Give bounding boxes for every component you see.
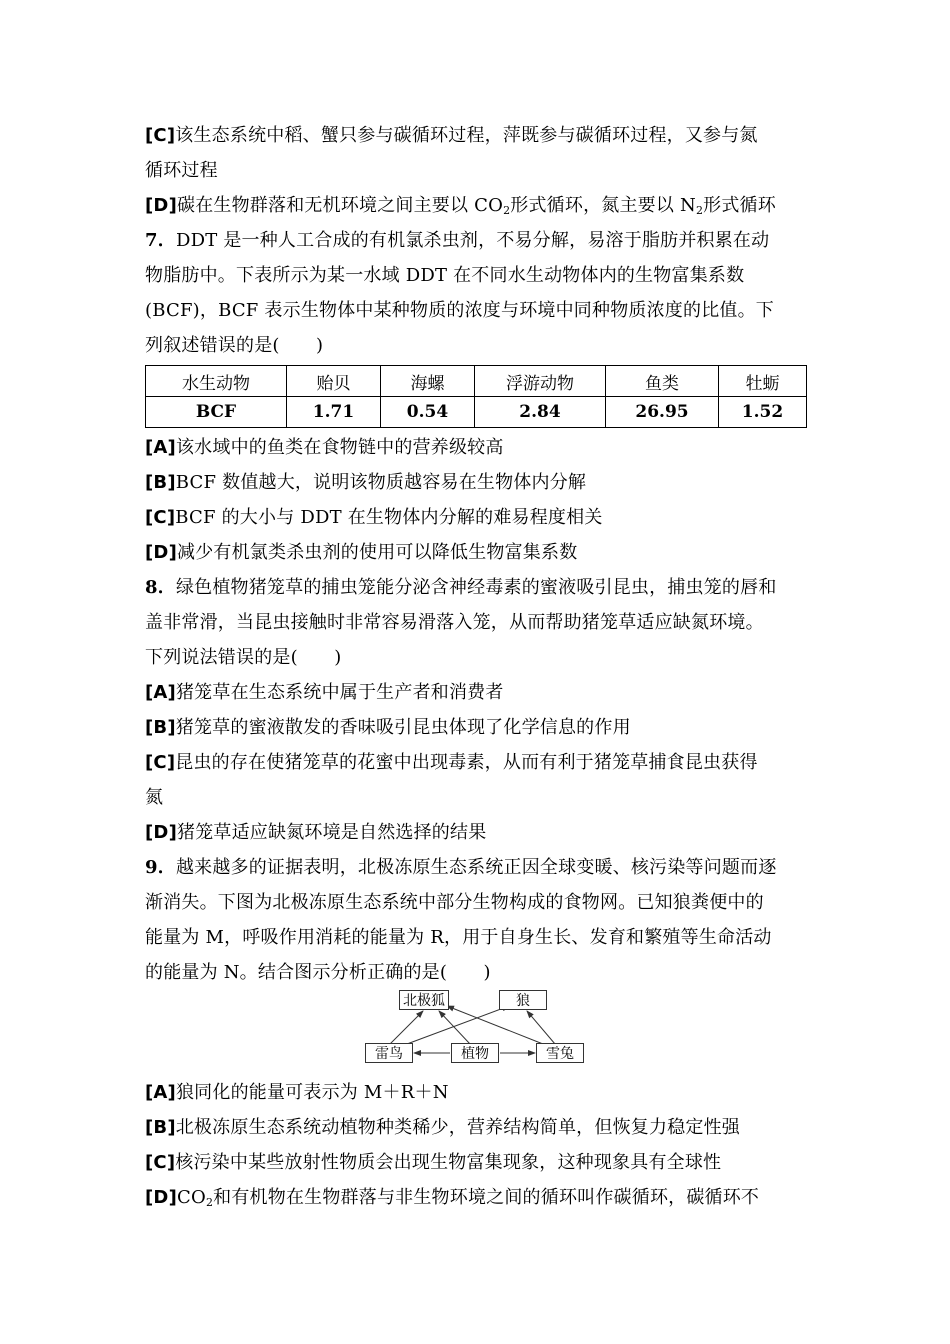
- arrow-plant-to-fox: [439, 1011, 470, 1044]
- table-header-cell: 海螺: [381, 366, 475, 397]
- table-header-cell: 鱼类: [606, 366, 719, 397]
- q8-stem-line2: 盖非常滑，当昆虫接触时非常容易滑落入笼，从而帮助猪笼草适应缺氮环境。: [145, 612, 764, 633]
- option-text: 循环过程: [145, 160, 218, 181]
- table-cell: 2.84: [475, 397, 606, 428]
- q7-stem-line2: 物脂肪中。下表所示为某一水域 DDT 在不同水生动物体内的生物富集系数: [145, 265, 745, 286]
- option-text: 该生态系统中稻、蟹只参与碳循环过程，萍既参与碳循环过程，又参与氮: [175, 125, 758, 146]
- table-cell: BCF: [146, 397, 287, 428]
- q8-option-c-line2: 氮: [145, 787, 164, 808]
- q9-stem-line2: 渐消失。下图为北极冻原生态系统中部分生物构成的食物网。已知狼粪便中的: [145, 892, 764, 913]
- table-cell: 0.54: [381, 397, 475, 428]
- q9-option-b: [145, 1110, 807, 1145]
- option-text: 该水域中的鱼类在食物链中的营养级较高: [175, 437, 504, 458]
- option-tag: [A]: [145, 437, 176, 458]
- q7-option-b: [145, 465, 807, 500]
- q6-option-c-line2: [145, 153, 807, 188]
- option-text: 形式循环，氮主要以 N: [510, 195, 696, 216]
- option-text: 碳在生物群落和无机环境之间主要以 CO: [177, 195, 504, 216]
- option-tag: [C]: [145, 752, 176, 773]
- q7-option-c: [145, 500, 807, 535]
- node-thunderbird: 雷鸟: [365, 1043, 413, 1063]
- node-arctic-fox: 北极狐: [399, 990, 449, 1010]
- table-header-row: [146, 366, 807, 397]
- question-number: 9．: [145, 857, 176, 878]
- option-tag: [D]: [145, 542, 177, 563]
- q7-stem-line1: [145, 223, 807, 258]
- q8-option-b: [145, 710, 807, 745]
- q8-stem-line1: [145, 570, 807, 605]
- option-tag: [A]: [145, 1082, 176, 1103]
- table-cell: 26.95: [606, 397, 719, 428]
- option-tag: [B]: [145, 717, 176, 738]
- document-page: [145, 118, 807, 1215]
- q8-option-c-line1: [145, 745, 807, 780]
- table-header-cell: 浮游动物: [475, 366, 606, 397]
- q7-option-d: [145, 535, 807, 570]
- option-tag: [A]: [145, 682, 176, 703]
- option-tag: [B]: [145, 1117, 176, 1138]
- table-cell: 1.71: [287, 397, 381, 428]
- option-tag: [C]: [145, 1152, 176, 1173]
- subscript: 2: [205, 1196, 214, 1209]
- table-header-cell: 水生动物: [146, 366, 287, 397]
- table-cell: 1.52: [719, 397, 807, 428]
- option-text: BCF 的大小与 DDT 在生物体内分解的难易程度相关: [175, 507, 603, 528]
- node-wolf: 狼: [499, 990, 547, 1010]
- food-web-diagram: [145, 990, 807, 1075]
- q7-stem-line3: (BCF)，BCF 表示生物体中某种物质的浓度与环境中同种物质浓度的比值。下: [145, 300, 775, 321]
- table-header-cell: 贻贝: [287, 366, 381, 397]
- subscript: 2: [503, 204, 511, 217]
- option-tag: [D]: [145, 195, 177, 216]
- option-text: 减少有机氯类杀虫剂的使用可以降低生物富集系数: [177, 542, 578, 563]
- stem-text: DDT 是一种人工合成的有机氯杀虫剂，不易分解，易溶于脂肪并积累在动: [175, 230, 770, 251]
- q9-option-a: [145, 1075, 807, 1110]
- table-header-cell: 牡蛎: [719, 366, 807, 397]
- option-text: CO: [177, 1187, 206, 1208]
- q7-option-a: [145, 430, 807, 465]
- q9-option-c: [145, 1145, 807, 1180]
- option-text: 狼同化的能量可表示为 M＋R＋N: [175, 1082, 449, 1103]
- option-tag: [C]: [145, 125, 176, 146]
- option-text: 昆虫的存在使猪笼草的花蜜中出现毒素，从而有利于猪笼草捕食昆虫获得: [175, 752, 758, 773]
- question-number: 7．: [145, 230, 176, 251]
- option-text: 和有机物在生物群落与非生物环境之间的循环叫作碳循环，碳循环不: [213, 1187, 760, 1208]
- q9-stem-line4: 的能量为 N。结合图示分析正确的是( ): [145, 962, 491, 983]
- stem-text: 越来越多的证据表明，北极冻原生态系统正因全球变暖、核污染等问题而逐: [175, 857, 777, 878]
- q8-stem-line3: 下列说法错误的是( ): [145, 647, 342, 668]
- q7-stem-line4: 列叙述错误的是( ): [145, 335, 324, 356]
- option-text: BCF 数值越大，说明该物质越容易在生物体内分解: [175, 472, 587, 493]
- option-text: 猪笼草在生态系统中属于生产者和消费者: [175, 682, 504, 703]
- q6-option-c-line1: [145, 118, 807, 153]
- node-snow-hare: 雪兔: [536, 1043, 584, 1063]
- bcf-table: [145, 365, 807, 428]
- option-tag: [D]: [145, 822, 177, 843]
- q9-option-d: [145, 1180, 807, 1215]
- table-row: [146, 397, 807, 428]
- option-tag: [D]: [145, 1187, 177, 1208]
- option-text: 北极冻原生态系统动植物种类稀少，营养结构简单，但恢复力稳定性强: [175, 1117, 740, 1138]
- option-text: 猪笼草的蜜液散发的香味吸引昆虫体现了化学信息的作用: [175, 717, 631, 738]
- arrow-thunderbird-to-fox: [390, 1011, 423, 1044]
- option-tag: [B]: [145, 472, 176, 493]
- option-text: 核污染中某些放射性物质会出现生物富集现象，这种现象具有全球性: [175, 1152, 722, 1173]
- q8-option-d: [145, 815, 807, 850]
- option-text: 形式循环: [703, 195, 776, 216]
- stem-text: 绿色植物猪笼草的捕虫笼能分泌含神经毒素的蜜液吸引昆虫，捕虫笼的唇和: [175, 577, 777, 598]
- option-tag: [C]: [145, 507, 176, 528]
- q6-option-d: [145, 188, 807, 223]
- q9-stem-line1: [145, 850, 807, 885]
- subscript: 2: [695, 204, 704, 217]
- question-number: 8．: [145, 577, 176, 598]
- node-plant: 植物: [451, 1043, 499, 1063]
- option-text: 猪笼草适应缺氮环境是自然选择的结果: [177, 822, 487, 843]
- q9-stem-line3: 能量为 M，呼吸作用消耗的能量为 R，用于自身生长、发育和繁殖等生命活动: [145, 927, 772, 948]
- q8-option-a: [145, 675, 807, 710]
